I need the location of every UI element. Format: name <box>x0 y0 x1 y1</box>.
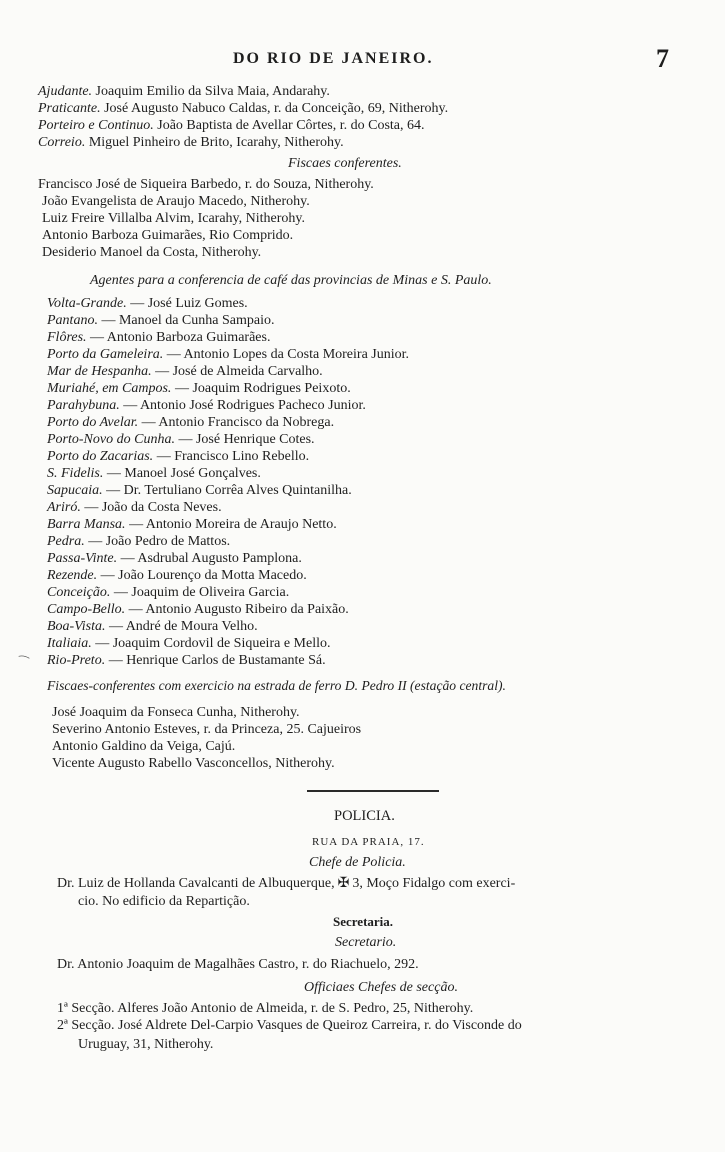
agente-entry <box>47 567 307 584</box>
agente-name: — José Luiz Gomes. <box>126 296 248 311</box>
agente-name: — Dr. Tertuliano Corrêa Alves Quintanilha. <box>102 483 352 498</box>
secretario-entry: Dr. Antonio Joaquim de Magalhães Castro, r. do Riachuelo, 292. <box>57 957 419 972</box>
agente-name: — Antonio Francisco da Nobrega. <box>138 415 335 430</box>
agente-entry <box>47 618 258 635</box>
agente-entry <box>47 397 366 414</box>
seccao-entry: 2ª Secção. José Aldrete Del-Carpio Vasques de Queiroz Carreira, r. do Visconde do <box>57 1018 522 1033</box>
agente-entry <box>47 516 337 533</box>
margin-tick-mark <box>16 655 32 659</box>
agente-entry <box>47 295 248 312</box>
agente-entry <box>47 431 315 448</box>
agente-name: — Antonio José Rodrigues Pacheco Junior. <box>119 398 366 413</box>
agente-entry <box>47 601 349 618</box>
agente-place: Porto da Gameleira. <box>47 347 164 362</box>
agente-entry <box>47 465 261 482</box>
agente-place: Muriahé, em Campos. <box>47 381 172 396</box>
agente-name: — Manoel José Gonçalves. <box>103 466 261 481</box>
agente-name: — Asdrubal Augusto Pamplona. <box>117 551 302 566</box>
ferro-entry: José Joaquim da Fonseca Cunha, Nitherohy. <box>52 705 300 720</box>
agente-place: S. Fidelis. <box>47 466 104 481</box>
agente-place: Sapucaia. <box>47 483 103 498</box>
agente-place: Barra Mansa. <box>47 517 126 532</box>
ferro-entry: Severino Antonio Esteves, r. da Princeza, 25. Cajueiros <box>52 722 362 737</box>
agente-place: Conceição. <box>47 585 111 600</box>
fiscaes-heading: Fiscaes conferentes. <box>288 156 402 171</box>
section-divider <box>307 790 439 792</box>
staff-role: Ajudante. <box>38 84 93 99</box>
agente-place: Mar de Hespanha. <box>47 364 152 379</box>
agente-place: Passa-Vinte. <box>47 551 118 566</box>
policia-address: RUA DA PRAIA, 17. <box>312 836 425 848</box>
fiscal-entry: Luiz Freire Villalba Alvim, Icarahy, Nitherohy. <box>42 211 306 226</box>
staff-line <box>38 134 344 151</box>
ferro-entry: Vicente Augusto Rabello Vasconcellos, Nitherohy. <box>52 756 335 771</box>
staff-line <box>38 100 448 117</box>
staff-role: Correio. <box>38 135 86 150</box>
agente-entry <box>47 380 351 397</box>
staff-line <box>38 117 425 134</box>
staff-text: João Baptista de Avellar Côrtes, r. do Costa, 64. <box>153 118 425 133</box>
policia-title: POLICIA. <box>334 808 395 824</box>
agente-entry <box>47 550 302 567</box>
agente-entry <box>47 652 326 669</box>
secretaria-heading: Secretaria. <box>333 914 394 929</box>
fiscal-entry: João Evangelista de Araujo Macedo, Nitherohy. <box>42 194 310 209</box>
chefe-line <box>57 875 515 892</box>
agente-place: Parahybuna. <box>47 398 120 413</box>
agente-name: — Joaquim de Oliveira Garcia. <box>110 585 290 600</box>
staff-text: José Augusto Nabuco Caldas, r. da Conceição, 69, Nitherohy. <box>100 101 449 116</box>
fiscal-entry: Antonio Barboza Guimarães, Rio Comprido. <box>42 228 294 243</box>
agente-entry <box>47 482 352 499</box>
chefe-heading: Chefe de Policia. <box>309 855 406 870</box>
staff-role: Porteiro e Continuo. <box>38 118 154 133</box>
seccao-entry-continued: Uruguay, 31, Nitherohy. <box>78 1037 214 1052</box>
agente-name: — Henrique Carlos de Bustamante Sá. <box>105 653 326 668</box>
officiaes-heading: Officiaes Chefes de secção. <box>304 980 458 995</box>
agente-entry <box>47 312 274 329</box>
agente-name: — João Lourenço da Motta Macedo. <box>97 568 307 583</box>
chefe-line-continued: cio. No edificio da Repartição. <box>78 894 250 909</box>
agente-name: — Francisco Lino Rebello. <box>153 449 310 464</box>
staff-role: Praticante. <box>38 101 101 116</box>
agentes-heading: Agentes para a conferencia de café das provincias de Minas e S. Paulo. <box>90 273 492 288</box>
agente-place: Ariró. <box>47 500 81 515</box>
chefe-name: Dr. Luiz de Hollanda Cavalcanti de Albuquerque, <box>57 876 335 891</box>
ferro-entry: Antonio Galdino da Veiga, Cajú. <box>52 739 236 754</box>
fiscal-entry: Desiderio Manoel da Costa, Nitherohy. <box>42 245 262 260</box>
staff-text: Joaquim Emilio da Silva Maia, Andarahy. <box>92 84 330 99</box>
ferro-heading: Fiscaes-conferentes com exercicio na estrada de ferro D. Pedro II (estação central). <box>47 678 506 693</box>
agente-place: Flôres. <box>47 330 87 345</box>
agente-entry <box>47 363 323 380</box>
agente-entry <box>47 346 409 363</box>
agente-entry <box>47 329 270 346</box>
agente-name: — Joaquim Rodrigues Peixoto. <box>171 381 351 396</box>
agente-place: Campo-Bello. <box>47 602 126 617</box>
agente-place: Boa-Vista. <box>47 619 106 634</box>
agente-name: — Joaquim Cordovil de Siqueira e Mello. <box>91 636 331 651</box>
agente-name: — Antonio Moreira de Araujo Netto. <box>125 517 337 532</box>
agente-name: — João da Costa Neves. <box>80 500 222 515</box>
agente-entry <box>47 584 289 601</box>
agente-entry <box>47 414 334 431</box>
agente-entry <box>47 448 309 465</box>
agente-name: — João Pedro de Mattos. <box>84 534 231 549</box>
secretario-heading: Secretario. <box>335 935 397 950</box>
agente-name: — André de Moura Velho. <box>105 619 258 634</box>
agente-place: Rio-Preto. <box>47 653 106 668</box>
agente-place: Rezende. <box>47 568 98 583</box>
agente-name: — José Henrique Cotes. <box>174 432 315 447</box>
seccao-entry: 1ª Secção. Alferes João Antonio de Almeida, r. de S. Pedro, 25, Nitherohy. <box>57 1001 474 1016</box>
agente-name: — José de Almeida Carvalho. <box>151 364 323 379</box>
agente-place: Pantano. <box>47 313 98 328</box>
agente-name: — Manoel da Cunha Sampaio. <box>97 313 275 328</box>
agente-place: Porto-Novo do Cunha. <box>47 432 175 447</box>
agente-entry <box>47 635 330 652</box>
staff-text: Miguel Pinheiro de Brito, Icarahy, Nitherohy. <box>85 135 344 150</box>
agente-name: — Antonio Lopes da Costa Moreira Junior. <box>163 347 410 362</box>
page-number: 7 <box>656 44 669 73</box>
staff-line <box>38 83 330 100</box>
running-header: DO RIO DE JANEIRO. <box>233 50 434 67</box>
agente-entry <box>47 499 222 516</box>
agente-entry <box>47 533 230 550</box>
agente-place: Porto do Zacarias. <box>47 449 154 464</box>
fiscal-entry: Francisco José de Siqueira Barbedo, r. do Souza, Nitherohy. <box>38 177 374 192</box>
agente-place: Porto do Avelar. <box>47 415 139 430</box>
chefe-title: 3, Moço Fidalgo com exerci- <box>352 876 516 891</box>
agente-place: Pedra. <box>47 534 85 549</box>
order-cross-icon: ✠ <box>337 876 350 891</box>
agente-place: Volta-Grande. <box>47 296 127 311</box>
agente-place: Italiaia. <box>47 636 92 651</box>
agente-name: — Antonio Augusto Ribeiro da Paixão. <box>125 602 349 617</box>
agente-name: — Antonio Barboza Guimarães. <box>86 330 271 345</box>
